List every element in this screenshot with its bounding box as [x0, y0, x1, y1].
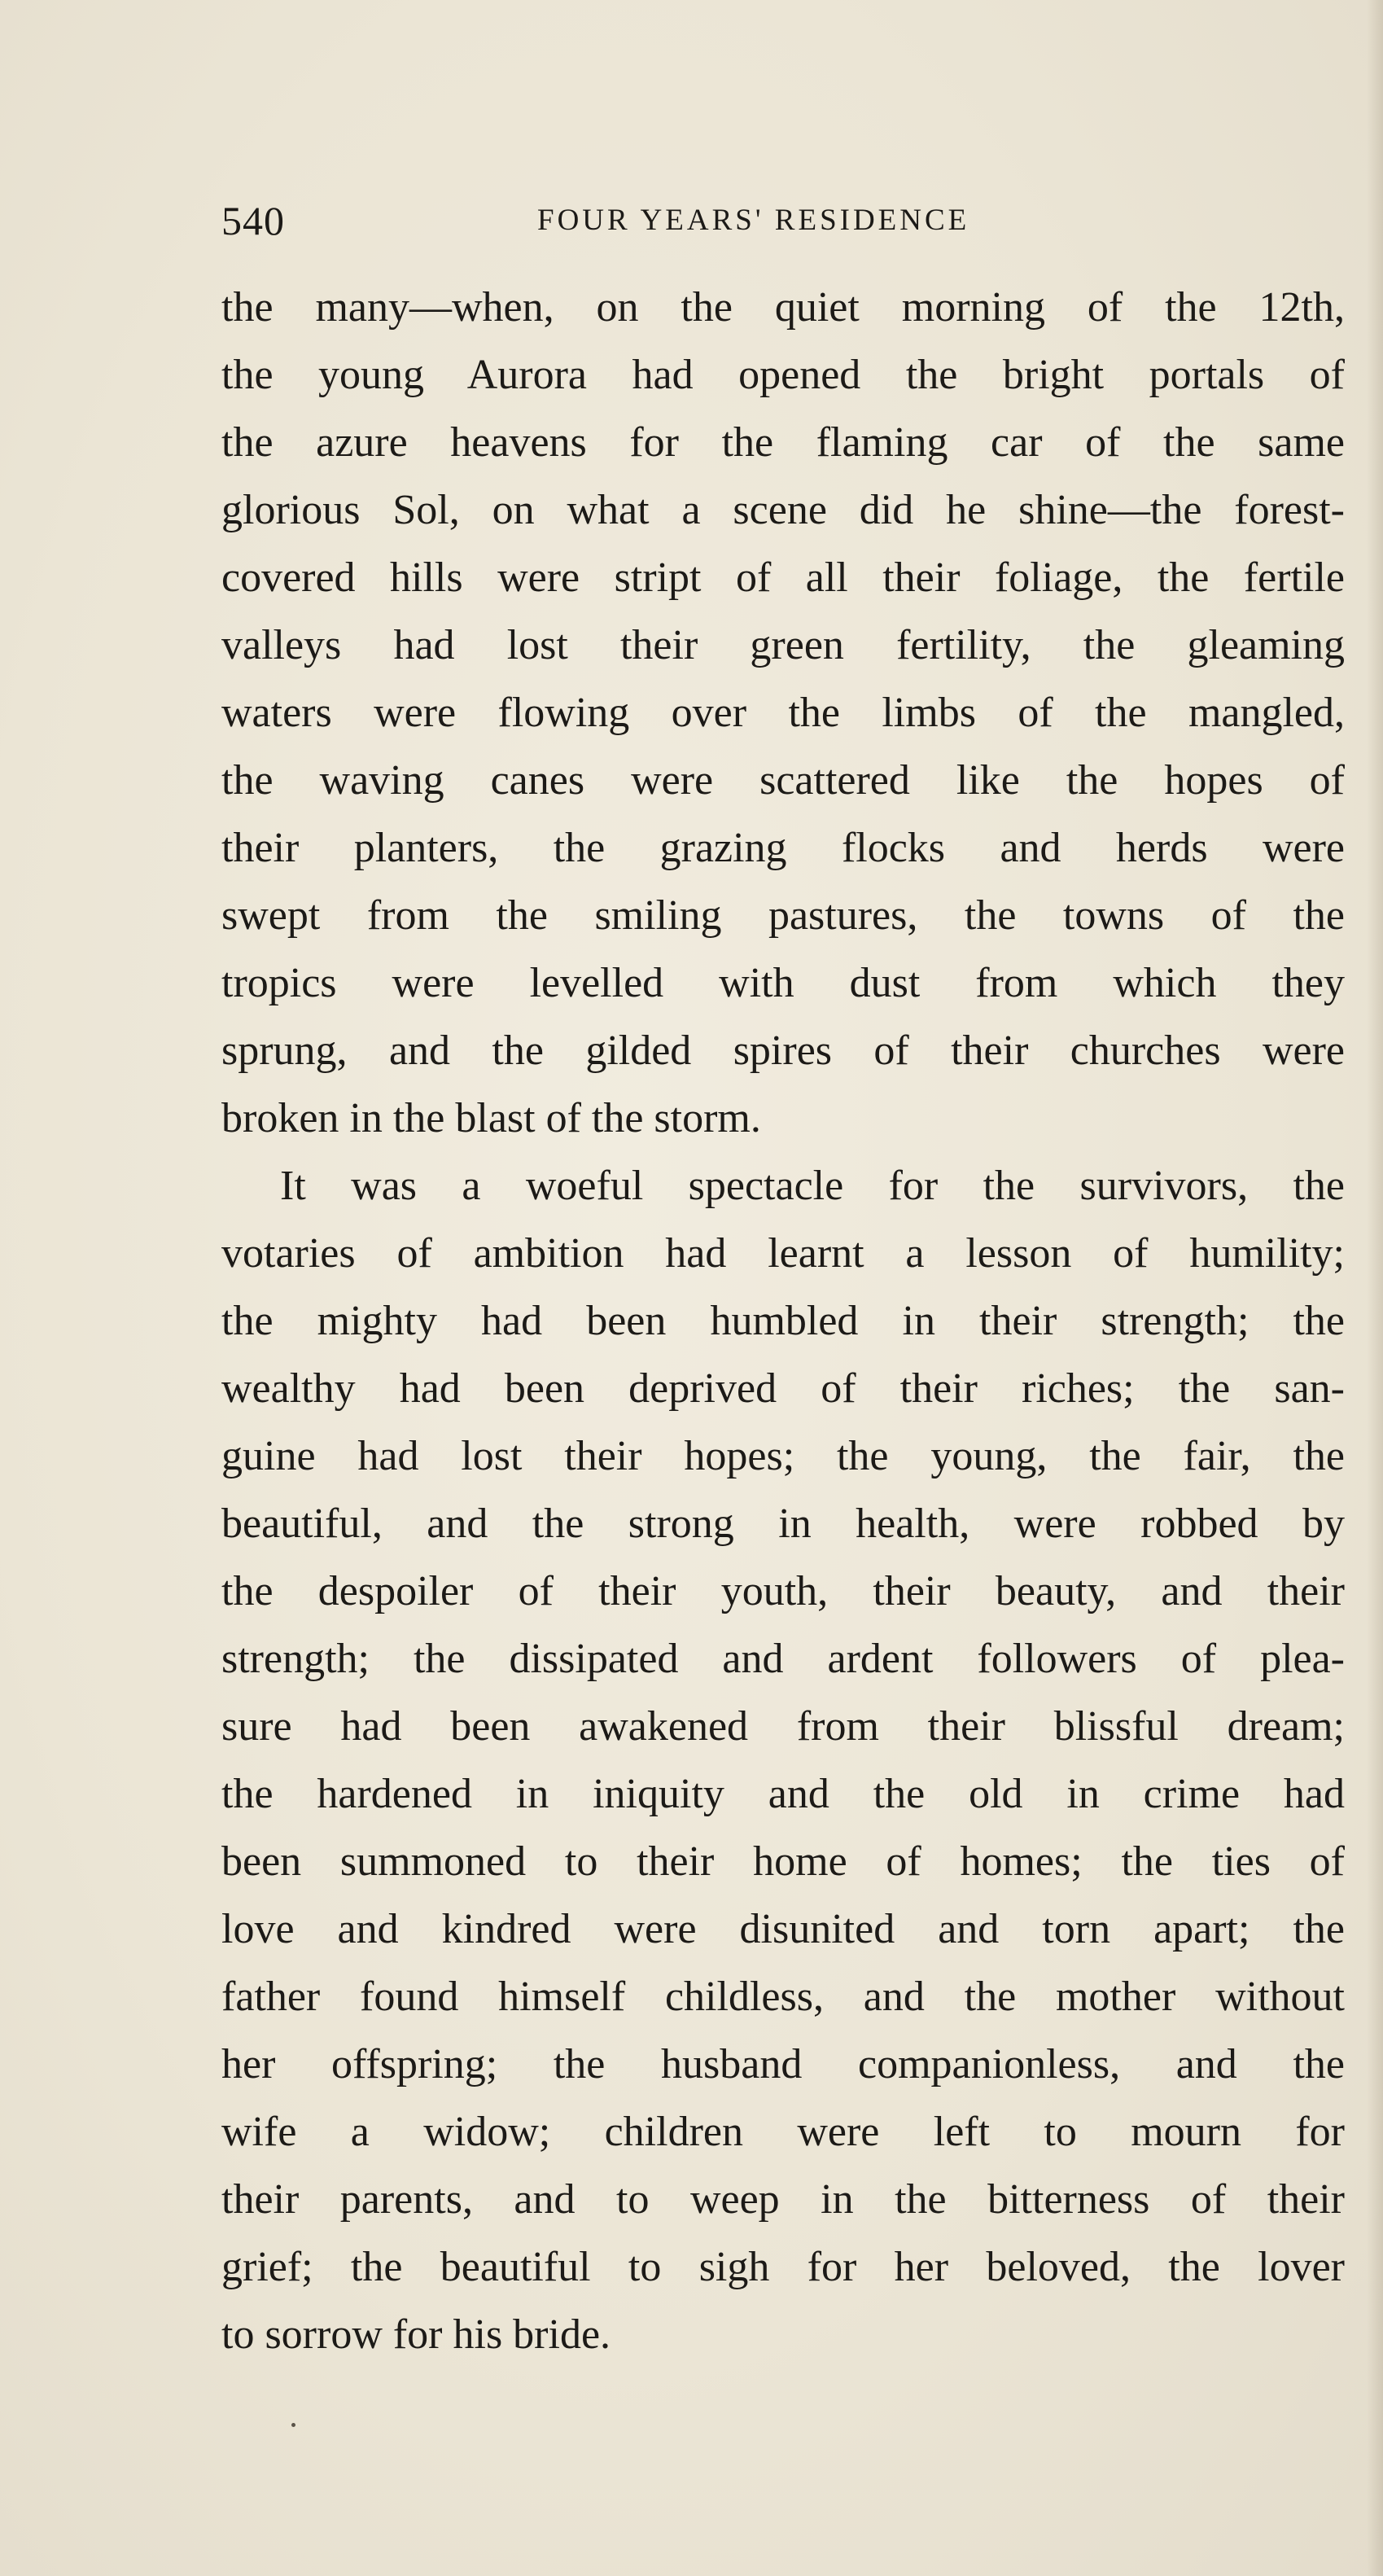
- text-line: the many—when, on the quiet morning of the 12th,: [221, 284, 1345, 331]
- text-line: valleys had lost their green fertility, the gleaming: [221, 622, 1345, 668]
- text-line-last: to sorrow for his bride.: [221, 2311, 611, 2358]
- text-line: the azure heavens for the flaming car of the same: [221, 419, 1345, 466]
- text-line: glorious Sol, on what a scene did he shine—the forest-: [221, 487, 1345, 533]
- page-edge-shadow: [1367, 0, 1383, 2576]
- text-line: the mighty had been humbled in their strength; the: [221, 1298, 1345, 1344]
- text-line: beautiful, and the strong in health, were robbed by: [221, 1500, 1345, 1547]
- text-line: waters were flowing over the limbs of the mangled,: [221, 690, 1345, 736]
- text-line: her offspring; the husband companionless, and the: [221, 2041, 1345, 2088]
- text-line: covered hills were stript of all their foliage, the fertile: [221, 554, 1345, 601]
- text-line: guine had lost their hopes; the young, the fair, the: [221, 1433, 1345, 1479]
- text-line: the waving canes were scattered like the hopes of: [221, 757, 1345, 804]
- text-line: sure had been awakened from their blissful dream;: [221, 1703, 1345, 1750]
- text-line: votaries of ambition had learnt a lesson of humility;: [221, 1230, 1345, 1277]
- text-line: the young Aurora had opened the bright portals of: [221, 352, 1345, 398]
- running-title: FOUR YEARS' RESIDENCE: [537, 204, 970, 237]
- text-line: the hardened in iniquity and the old in crime had: [221, 1771, 1345, 1817]
- text-line: wealthy had been deprived of their riches; the san-: [221, 1365, 1345, 1412]
- text-line-last: broken in the blast of the storm.: [221, 1095, 761, 1141]
- text-line: been summoned to their home of homes; the ties of: [221, 1838, 1345, 1885]
- text-line: their parents, and to weep in the bitterness of their: [221, 2176, 1345, 2223]
- text-line: swept from the smiling pastures, the towns of the: [221, 892, 1345, 939]
- page-number: 540: [221, 198, 285, 243]
- text-line: grief; the beautiful to sigh for her beloved, the lover: [221, 2244, 1345, 2290]
- text-line: love and kindred were disunited and torn apart; the: [221, 1906, 1345, 1952]
- text-line: their planters, the grazing flocks and herds were: [221, 825, 1345, 871]
- paragraph-1: [221, 274, 1345, 1152]
- text-line: father found himself childless, and the mother without: [221, 1974, 1345, 2020]
- body-text: [221, 274, 1345, 2368]
- text-line: tropics were levelled with dust from which they: [221, 960, 1345, 1006]
- text-line: strength; the dissipated and ardent followers of plea-: [221, 1636, 1345, 1682]
- text-line: wife a widow; children were left to mourn for: [221, 2109, 1345, 2155]
- running-head: [221, 192, 1345, 249]
- paragraph-2: [221, 1152, 1345, 2368]
- text-line-indented: It was a woeful spectacle for the survivors, the: [280, 1163, 1345, 1209]
- ink-speck: [291, 2423, 295, 2427]
- text-line: sprung, and the gilded spires of their churches were: [221, 1027, 1345, 1074]
- text-line: the despoiler of their youth, their beauty, and their: [221, 1568, 1345, 1614]
